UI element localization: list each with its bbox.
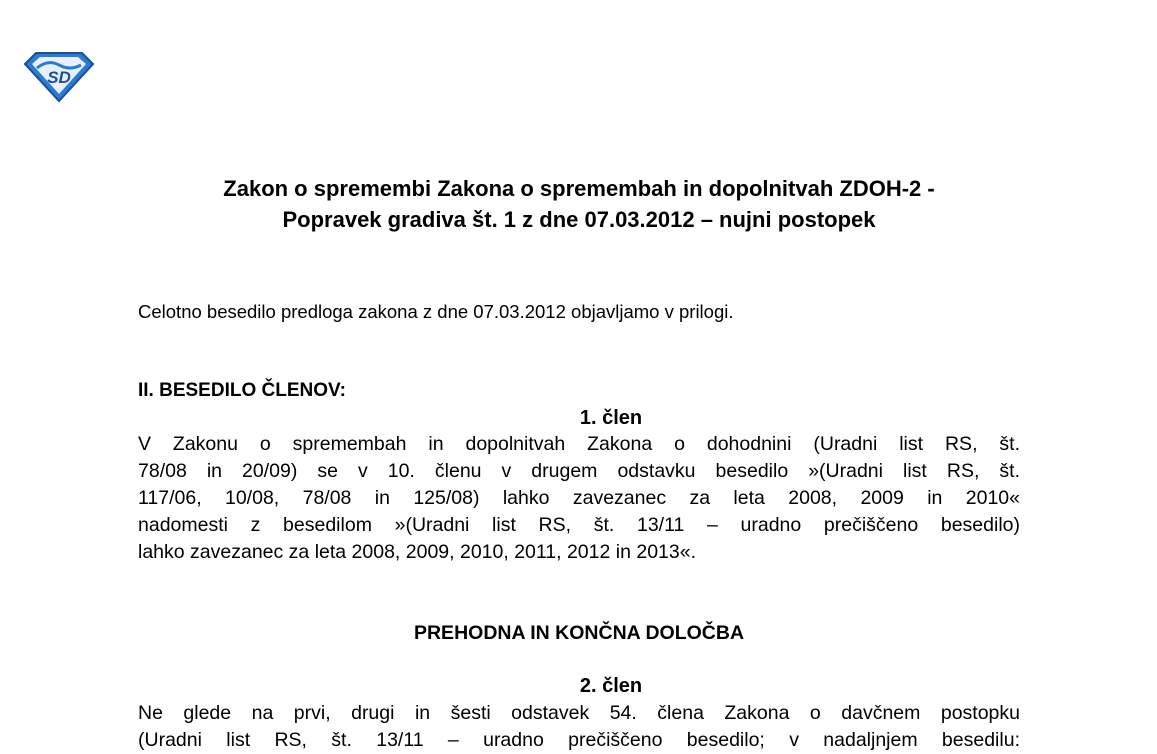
article-2-title: 2. člen (579, 675, 643, 697)
article-1-line: nadomesti z besedilom »(Uradni list RS, št. 13/11 – uradno prečiščeno besedilo) (138, 514, 1020, 536)
title-line-1: Zakon o spremembi Zakona o spremembah in dopolnitvah ZDOH-2 - (223, 176, 935, 201)
article-1-line: lahko zavezanec za leta 2008, 2009, 2010, 2011, 2012 in 2013«. (138, 541, 696, 563)
article-2-body (138, 700, 1020, 754)
sd-shield-icon (22, 50, 96, 104)
logo-lettering: SD (47, 68, 71, 87)
title-line-2: Popravek gradiva št. 1 z dne 07.03.2012 – nujni postopek (282, 207, 876, 232)
article-1-line: 78/08 in 20/09) se v 10. členu v drugem odstavku besedilo »(Uradni list RS, št. (138, 460, 1020, 482)
article-2-line: Ne glede na prvi, drugi in šesti odstavek 54. člena Zakona o davčnem postopku (138, 702, 1020, 724)
article-2-line: (Uradni list RS, št. 13/11 – uradno prečiščeno besedilo; v nadaljnjem besedilu: (138, 729, 1020, 751)
section-heading: II. BESEDILO ČLENOV: (138, 380, 346, 401)
article-1-line: V Zakonu o spremembah in dopolnitvah Zakona o dohodnini (Uradni list RS, št. (138, 433, 1020, 455)
article-1-body (138, 431, 1020, 566)
article-1-title: 1. člen (579, 407, 643, 429)
article-1-line: 117/06, 10/08, 78/08 in 125/08) lahko zavezanec za leta 2008, 2009 in 2010« (138, 487, 1020, 509)
publisher-logo (22, 50, 96, 104)
intro-text: Celotno besedilo predloga zakona z dne 07.03.2012 objavljamo v prilogi. (138, 301, 734, 322)
transitional-provisions-heading: PREHODNA IN KONČNA DOLOČBA (413, 622, 745, 644)
document-title (138, 173, 1020, 235)
